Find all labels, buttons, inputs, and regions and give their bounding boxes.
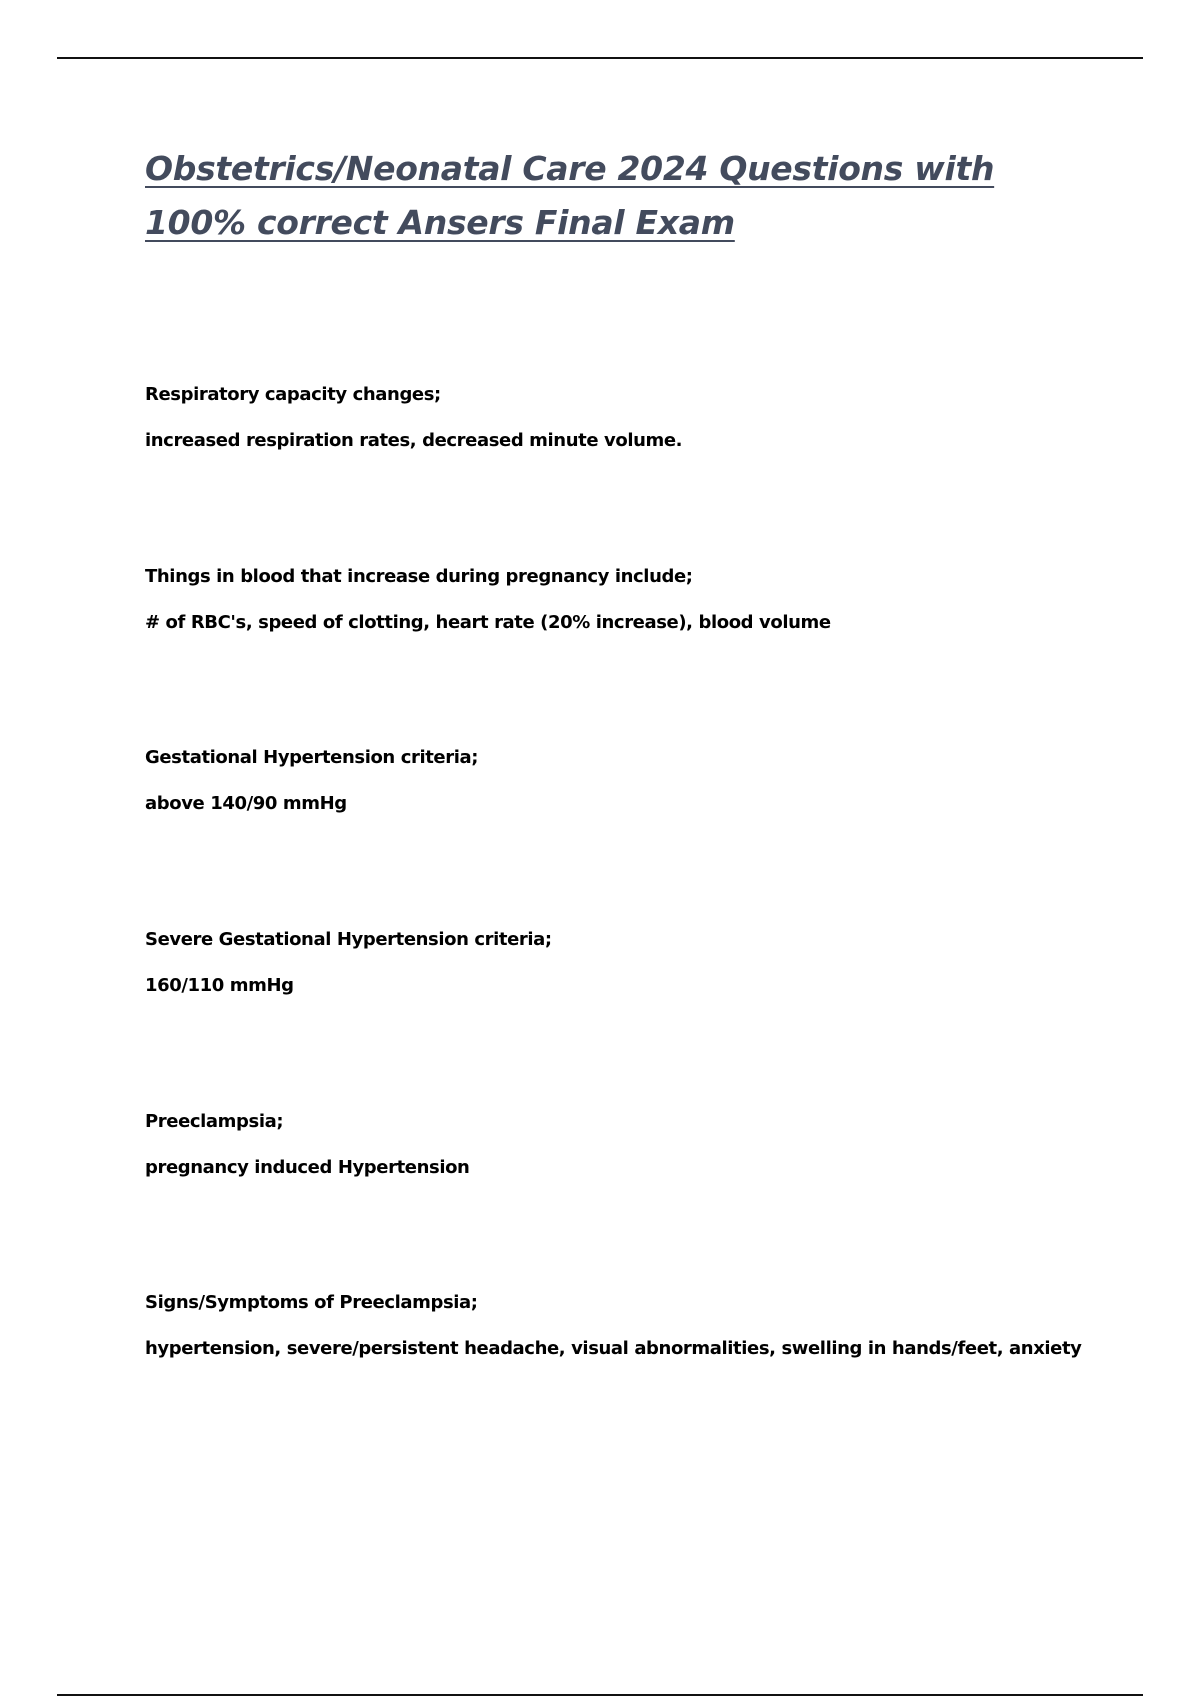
qa-item <box>145 928 1145 998</box>
question-text: Severe Gestational Hypertension criteria; <box>145 929 552 950</box>
answer-text: 160/110 mmHg <box>145 975 294 996</box>
question-text: Things in blood that increase during pregnancy include; <box>145 566 693 587</box>
bottom-rule <box>57 1694 1143 1696</box>
answer-text: hypertension, severe/persistent headache, visual abnormalities, swelling in hands/feet, anxiety <box>145 1338 1082 1359</box>
question-text: Preeclampsia; <box>145 1111 284 1132</box>
qa-item <box>145 1291 1145 1361</box>
qa-item <box>145 1110 1145 1180</box>
qa-item <box>145 746 1145 816</box>
document-title: Obstetrics/Neonatal Care 2024 Questions with 100% correct Ansers Final Exam <box>145 149 995 242</box>
question-text: Respiratory capacity changes; <box>145 384 441 405</box>
answer-text: # of RBC's, speed of clotting, heart rate (20% increase), blood volume <box>145 612 831 633</box>
question-text: Signs/Symptoms of Preeclampsia; <box>145 1292 478 1313</box>
answer-text: pregnancy induced Hypertension <box>145 1157 470 1178</box>
answer-text: above 140/90 mmHg <box>145 793 347 814</box>
qa-item <box>145 565 1145 635</box>
top-rule <box>57 57 1143 59</box>
qa-item <box>145 383 1145 453</box>
answer-text: increased respiration rates, decreased minute volume. <box>145 430 683 451</box>
question-text: Gestational Hypertension criteria; <box>145 747 479 768</box>
